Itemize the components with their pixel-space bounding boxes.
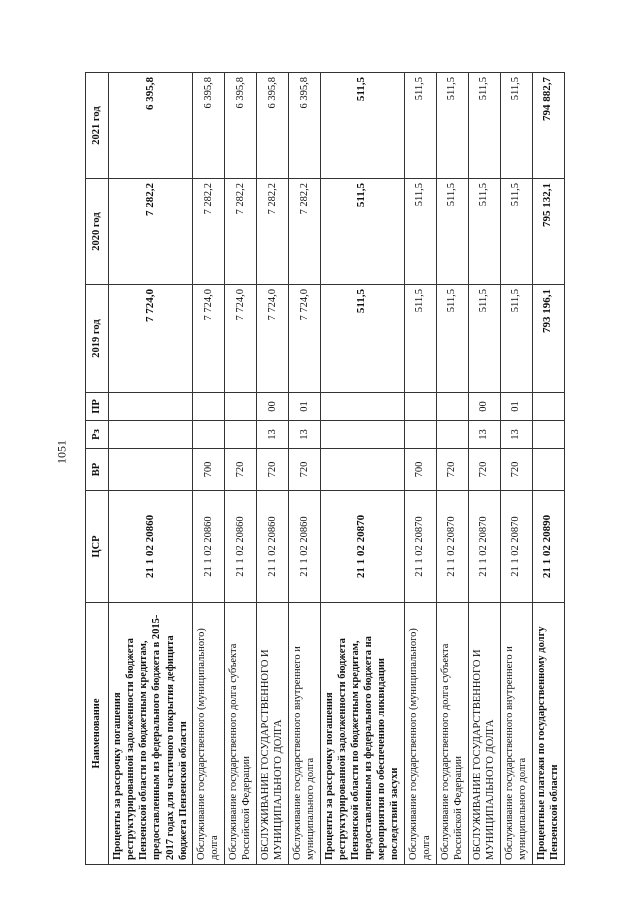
value-2020-cell: 7 282,2 bbox=[109, 179, 193, 285]
pr-cell: 00 bbox=[256, 393, 288, 421]
budget-table bbox=[85, 72, 565, 865]
header-2020: 2020 год bbox=[86, 179, 109, 285]
pr-cell bbox=[224, 393, 256, 421]
name-cell: Проценты за рассрочку погашения реструктурированной задолженности бюджета Пензенской области по бюджетным кредитам, предоставленным из федерального бюджета на мероприятия по обеспечению ликвидации последствий засухи bbox=[320, 603, 404, 865]
pr-cell bbox=[532, 393, 564, 421]
value-2019-cell: 511,5 bbox=[404, 285, 436, 393]
csr-cell: 21 1 02 20860 bbox=[288, 491, 320, 603]
name-cell: Обслуживание государственного внутреннего и муниципального долга bbox=[500, 603, 532, 865]
csr-cell: 21 1 02 20860 bbox=[109, 491, 193, 603]
value-2019-cell: 7 724,0 bbox=[288, 285, 320, 393]
value-2020-cell: 7 282,2 bbox=[288, 179, 320, 285]
header-vr: ВР bbox=[86, 449, 109, 491]
value-2021-cell: 6 395,8 bbox=[224, 73, 256, 179]
table-row bbox=[436, 73, 468, 865]
csr-cell: 21 1 02 20870 bbox=[320, 491, 404, 603]
value-2021-cell: 511,5 bbox=[436, 73, 468, 179]
value-2020-cell: 511,5 bbox=[468, 179, 500, 285]
name-cell: Обслуживание государственного долга субъекта Российской Федерации bbox=[436, 603, 468, 865]
vr-cell bbox=[109, 449, 193, 491]
name-cell: ОБСЛУЖИВАНИЕ ГОСУДАРСТВЕННОГО И МУНИЦИПАЛЬНОГО ДОЛГА bbox=[468, 603, 500, 865]
value-2019-cell: 793 196,1 bbox=[532, 285, 564, 393]
rz-cell bbox=[436, 421, 468, 449]
rz-cell: 13 bbox=[468, 421, 500, 449]
pr-cell: 01 bbox=[288, 393, 320, 421]
csr-cell: 21 1 02 20870 bbox=[436, 491, 468, 603]
name-cell: Обслуживание государственного долга субъекта Российской Федерации bbox=[224, 603, 256, 865]
vr-cell: 720 bbox=[500, 449, 532, 491]
value-2020-cell: 7 282,2 bbox=[192, 179, 224, 285]
vr-cell: 720 bbox=[436, 449, 468, 491]
rz-cell bbox=[192, 421, 224, 449]
table-row bbox=[532, 73, 564, 865]
rz-cell bbox=[224, 421, 256, 449]
rotated-table-container bbox=[85, 73, 560, 865]
csr-cell: 21 1 02 20870 bbox=[468, 491, 500, 603]
table-row bbox=[192, 73, 224, 865]
table-row bbox=[500, 73, 532, 865]
csr-cell: 21 1 02 20870 bbox=[404, 491, 436, 603]
value-2019-cell: 7 724,0 bbox=[224, 285, 256, 393]
vr-cell bbox=[320, 449, 404, 491]
header-csr: ЦСР bbox=[86, 491, 109, 603]
value-2019-cell: 511,5 bbox=[468, 285, 500, 393]
value-2020-cell: 511,5 bbox=[404, 179, 436, 285]
pr-cell bbox=[109, 393, 193, 421]
pr-cell: 01 bbox=[500, 393, 532, 421]
table-row bbox=[288, 73, 320, 865]
value-2021-cell: 6 395,8 bbox=[256, 73, 288, 179]
csr-cell: 21 1 02 20890 bbox=[532, 491, 564, 603]
table-row bbox=[404, 73, 436, 865]
table-body bbox=[109, 73, 565, 865]
table-row bbox=[224, 73, 256, 865]
csr-cell: 21 1 02 20860 bbox=[224, 491, 256, 603]
value-2020-cell: 7 282,2 bbox=[224, 179, 256, 285]
value-2020-cell: 795 132,1 bbox=[532, 179, 564, 285]
rz-cell bbox=[320, 421, 404, 449]
table-row bbox=[109, 73, 193, 865]
value-2019-cell: 511,5 bbox=[500, 285, 532, 393]
value-2020-cell: 511,5 bbox=[436, 179, 468, 285]
csr-cell: 21 1 02 20860 bbox=[192, 491, 224, 603]
value-2020-cell: 7 282,2 bbox=[256, 179, 288, 285]
rz-cell bbox=[532, 421, 564, 449]
value-2021-cell: 511,5 bbox=[500, 73, 532, 179]
vr-cell: 720 bbox=[468, 449, 500, 491]
name-cell: Процентные платежи по государственному долгу Пензенской области bbox=[532, 603, 564, 865]
value-2020-cell: 511,5 bbox=[320, 179, 404, 285]
header-2021: 2021 год bbox=[86, 73, 109, 179]
vr-cell: 720 bbox=[256, 449, 288, 491]
rz-cell: 13 bbox=[288, 421, 320, 449]
value-2019-cell: 7 724,0 bbox=[192, 285, 224, 393]
csr-cell: 21 1 02 20870 bbox=[500, 491, 532, 603]
name-cell: Обслуживание государственного внутреннего и муниципального долга bbox=[288, 603, 320, 865]
rz-cell bbox=[404, 421, 436, 449]
rz-cell: 13 bbox=[500, 421, 532, 449]
value-2019-cell: 511,5 bbox=[436, 285, 468, 393]
header-pr: ПР bbox=[86, 393, 109, 421]
pr-cell bbox=[192, 393, 224, 421]
table-header-row bbox=[86, 73, 109, 865]
rz-cell bbox=[109, 421, 193, 449]
pr-cell bbox=[404, 393, 436, 421]
value-2021-cell: 794 882,7 bbox=[532, 73, 564, 179]
table-row bbox=[320, 73, 404, 865]
value-2019-cell: 7 724,0 bbox=[109, 285, 193, 393]
value-2021-cell: 6 395,8 bbox=[109, 73, 193, 179]
csr-cell: 21 1 02 20860 bbox=[256, 491, 288, 603]
name-cell: ОБСЛУЖИВАНИЕ ГОСУДАРСТВЕННОГО И МУНИЦИПАЛЬНОГО ДОЛГА bbox=[256, 603, 288, 865]
vr-cell: 700 bbox=[192, 449, 224, 491]
vr-cell: 720 bbox=[288, 449, 320, 491]
header-name: Наименование bbox=[86, 603, 109, 865]
value-2019-cell: 7 724,0 bbox=[256, 285, 288, 393]
header-rz: Рз bbox=[86, 421, 109, 449]
value-2021-cell: 6 395,8 bbox=[288, 73, 320, 179]
vr-cell: 720 bbox=[224, 449, 256, 491]
pr-cell bbox=[436, 393, 468, 421]
pr-cell: 00 bbox=[468, 393, 500, 421]
value-2020-cell: 511,5 bbox=[500, 179, 532, 285]
value-2019-cell: 511,5 bbox=[320, 285, 404, 393]
name-cell: Обслуживание государственного (муниципального) долга bbox=[404, 603, 436, 865]
page-number: 1051 bbox=[54, 440, 69, 464]
name-cell: Обслуживание государственного (муниципального) долга bbox=[192, 603, 224, 865]
pr-cell bbox=[320, 393, 404, 421]
value-2021-cell: 511,5 bbox=[320, 73, 404, 179]
name-cell: Проценты за рассрочку погашения реструктурированной задолженности бюджета Пензенской области по бюджетным кредитам, предоставленным из федерального бюджета в 2015-2017 годах для частичного покрытия дефицита бюджета Пензенской области bbox=[109, 603, 193, 865]
header-2019: 2019 год bbox=[86, 285, 109, 393]
value-2021-cell: 511,5 bbox=[404, 73, 436, 179]
rz-cell: 13 bbox=[256, 421, 288, 449]
table-row bbox=[256, 73, 288, 865]
vr-cell bbox=[532, 449, 564, 491]
value-2021-cell: 6 395,8 bbox=[192, 73, 224, 179]
table-row bbox=[468, 73, 500, 865]
value-2021-cell: 511,5 bbox=[468, 73, 500, 179]
vr-cell: 700 bbox=[404, 449, 436, 491]
